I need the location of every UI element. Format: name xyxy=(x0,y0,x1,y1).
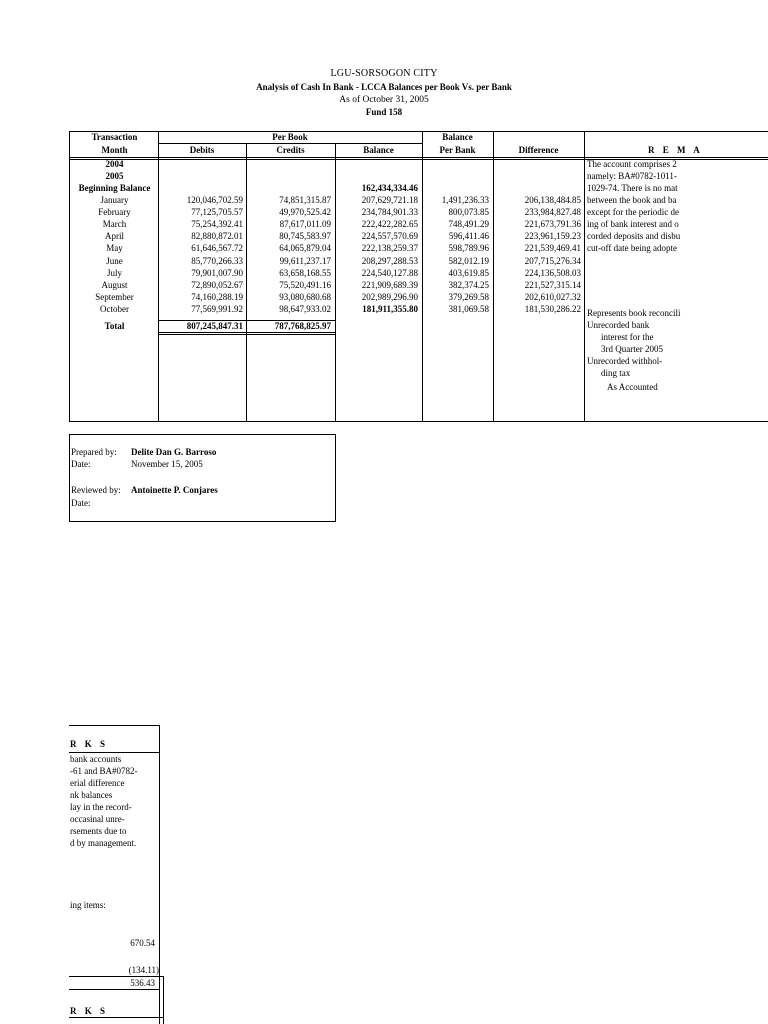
year-2004: 2004 xyxy=(105,159,124,169)
row-difference: 206,138,484.85 xyxy=(524,195,581,205)
row-bank-balance: 403,619.85 xyxy=(448,268,489,278)
prepared-by xyxy=(71,446,216,458)
row-month: September xyxy=(95,292,134,302)
row-credits: 64,065,879.04 xyxy=(279,243,331,253)
remark-line: corded deposits and disbu xyxy=(587,231,681,241)
row-month: October xyxy=(100,304,129,314)
row-bank-balance: 748,491.29 xyxy=(448,219,489,229)
prepared-by-name: Delite Dan G. Barroso xyxy=(131,447,217,457)
continuation-line: -61 and BA#0782- xyxy=(70,766,138,776)
continuation-footer-heading: R K S xyxy=(70,1006,109,1016)
header-debits: Debits xyxy=(189,145,215,155)
row-bank-balance: 379,269.58 xyxy=(448,292,489,302)
reviewed-by-label: Reviewed by: xyxy=(71,485,121,495)
continuation-heading: R K S xyxy=(70,739,109,749)
row-debits: 77,125,705.57 xyxy=(191,207,243,217)
reviewed-by xyxy=(71,484,218,496)
row-balance: 221,909,689.39 xyxy=(361,280,418,290)
remark-line: Unrecorded withhol- xyxy=(587,356,663,366)
row-credits: 98,647,933.02 xyxy=(279,304,331,314)
row-difference: 224,136,508.03 xyxy=(524,268,581,278)
row-month: May xyxy=(106,243,123,253)
row-credits: 99,611,237.17 xyxy=(279,256,331,266)
row-month: April xyxy=(105,231,124,241)
amount-accounted: 536.43 xyxy=(130,978,155,988)
row-balance: 222,422,282.65 xyxy=(361,219,418,229)
row-difference: 233,984,827.48 xyxy=(524,207,581,217)
row-balance: 224,540,127.88 xyxy=(361,268,418,278)
prepared-date-value: November 15, 2005 xyxy=(131,459,203,469)
remark-line: cut-off date being adopte xyxy=(587,243,678,253)
row-credits: 63,658,168.55 xyxy=(279,268,331,278)
prepared-date xyxy=(71,458,203,470)
row-credits: 93,080,680.68 xyxy=(279,292,331,302)
report-title: Analysis of Cash In Bank - LCCA Balances per Book Vs. per Bank xyxy=(256,82,512,92)
row-credits: 80,745,583.97 xyxy=(279,231,331,241)
row-credits: 74,851,315.87 xyxy=(279,195,331,205)
header-per-book: Per Book xyxy=(272,132,308,142)
row-balance: 208,297,288.53 xyxy=(361,256,418,266)
row-debits: 85,770,266.33 xyxy=(191,256,243,266)
continuation-line: d by management. xyxy=(70,838,137,848)
remark-line: ding tax xyxy=(601,368,631,378)
continuation-line: lay in the record- xyxy=(70,802,132,812)
total-debits: 807,245,847.31 xyxy=(186,321,243,331)
row-difference: 221,527,315.14 xyxy=(524,280,581,290)
continuation-items: ing items: xyxy=(70,900,106,910)
row-debits: 77,569,991.92 xyxy=(191,304,243,314)
row-balance: 222,138,259.37 xyxy=(361,243,418,253)
row-debits: 72,890,052.67 xyxy=(191,280,243,290)
remark-line: Unrecorded bank xyxy=(587,320,650,330)
total-credits: 787,768,825.97 xyxy=(274,321,331,331)
header-transaction: Transaction xyxy=(91,132,138,142)
continuation-line: nk balances xyxy=(70,790,113,800)
header-month: Month xyxy=(101,145,128,155)
row-bank-balance: 800,073.85 xyxy=(448,207,489,217)
fund-label: Fund 158 xyxy=(365,107,403,117)
row-credits: 87,617,011.09 xyxy=(279,219,331,229)
row-bank-balance: 582,012.19 xyxy=(448,256,489,266)
row-balance: 202,989,296.90 xyxy=(361,292,418,302)
reviewed-by-name: Antoinette P. Conjares xyxy=(131,485,218,495)
row-month: March xyxy=(102,219,127,229)
header-remarks: R E M A xyxy=(648,145,703,155)
row-debits: 79,901,007.90 xyxy=(191,268,243,278)
remark-line: 1029-74. There is no mat xyxy=(587,183,678,193)
row-month: June xyxy=(106,256,123,266)
remark-line: interest for the xyxy=(601,332,654,342)
header-balance: Balance xyxy=(363,145,394,155)
row-bank-balance: 596,411.46 xyxy=(448,231,489,241)
row-balance: 224,557,570.69 xyxy=(361,231,418,241)
row-bank-balance: 1,491,236.33 xyxy=(441,195,489,205)
continuation-line: bank accounts xyxy=(70,754,122,764)
row-bank-balance: 381,069.58 xyxy=(448,304,489,314)
row-balance: 181,911,355.80 xyxy=(362,304,418,314)
row-month: February xyxy=(98,207,131,217)
reviewed-date xyxy=(71,497,131,509)
header-credits: Credits xyxy=(276,145,305,155)
row-month: January xyxy=(100,195,129,205)
row-difference: 181,530,286.22 xyxy=(524,304,581,314)
as-of-date: As of October 31, 2005 xyxy=(339,95,429,105)
amount-interest: 670.54 xyxy=(130,938,155,948)
beginning-balance-label: Beginning Balance xyxy=(78,183,151,193)
remark-line: ing of bank interest and o xyxy=(587,219,679,229)
remark-line: between the book and ba xyxy=(587,195,677,205)
remark-line: Represents book reconcili xyxy=(587,308,681,318)
row-credits: 75,520,491.16 xyxy=(279,280,331,290)
row-debits: 82,880,872.01 xyxy=(191,231,243,241)
row-debits: 120,046,702.59 xyxy=(186,195,243,205)
row-bank-balance: 382,374.25 xyxy=(448,280,489,290)
remark-line: 3rd Quarter 2005 xyxy=(601,344,663,354)
continuation-line: erial difference xyxy=(70,778,125,788)
row-difference: 202,610,027.32 xyxy=(524,292,581,302)
prepared-by-label: Prepared by: xyxy=(71,447,117,457)
entity-name: LGU-SORSOGON CITY xyxy=(330,68,438,79)
row-debits: 75,254,392.41 xyxy=(191,219,243,229)
date-label: Date: xyxy=(71,459,91,469)
continuation-line: rsements due to xyxy=(70,826,127,836)
row-difference: 207,715,276.34 xyxy=(524,256,581,266)
row-bank-balance: 598,789.96 xyxy=(448,243,489,253)
header-per-bank: Per Bank xyxy=(439,145,476,155)
remark-line: The account comprises 2 xyxy=(587,159,677,169)
beginning-balance-value: 162,434,334.46 xyxy=(361,183,418,193)
row-balance: 234,784,901.33 xyxy=(361,207,418,217)
date-label: Date: xyxy=(71,498,91,508)
row-credits: 49,970,525.42 xyxy=(279,207,331,217)
year-2005: 2005 xyxy=(105,171,124,181)
remark-line: As Accounted xyxy=(607,382,658,392)
amount-tax: (134.11) xyxy=(128,965,159,975)
continuation-line: occasinal unre- xyxy=(70,814,125,824)
remark-line: except for the periodic de xyxy=(587,207,679,217)
row-difference: 221,539,469.41 xyxy=(524,243,581,253)
header-difference: Difference xyxy=(518,145,559,155)
remark-line: namely: BA#0782-1011- xyxy=(587,171,677,181)
row-difference: 223,961,159.23 xyxy=(524,231,581,241)
row-month: August xyxy=(101,280,128,290)
row-debits: 74,160,288.19 xyxy=(191,292,243,302)
row-month: July xyxy=(106,268,122,278)
row-balance: 207,629,721.18 xyxy=(361,195,418,205)
total-label: Total xyxy=(104,321,125,331)
row-debits: 61,646,567.72 xyxy=(191,243,243,253)
header-balance-top: Balance xyxy=(442,132,473,142)
row-difference: 221,673,791.36 xyxy=(524,219,581,229)
